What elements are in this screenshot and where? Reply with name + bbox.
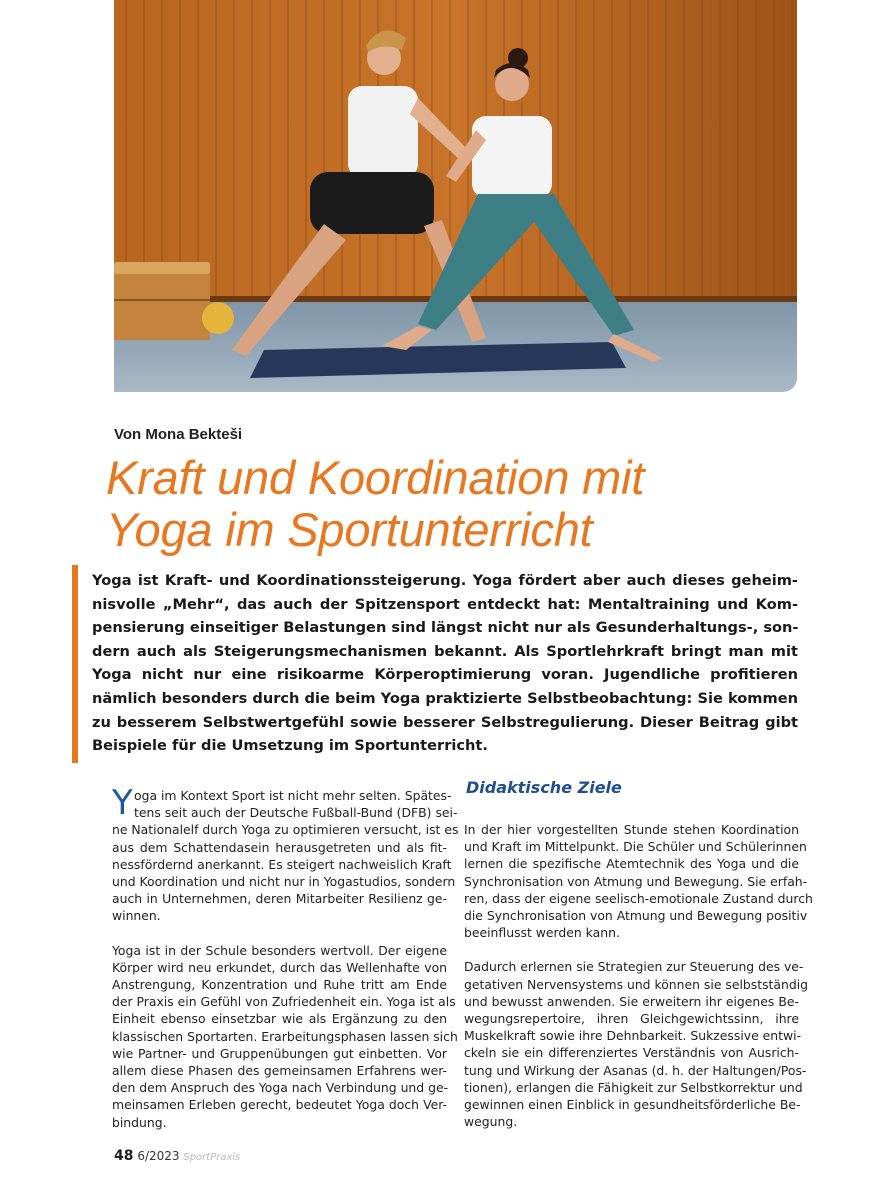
page-title bbox=[106, 452, 806, 556]
lead-paragraph bbox=[92, 569, 798, 758]
lead-line: zu besserem Selbstwertgefühl sowie besserer Selbstregulierung. Dieser Beitrag gibt bbox=[92, 713, 798, 731]
body-line: ren, dass der eigene seelisch-emotionale Zustand durch bbox=[464, 890, 813, 906]
body-line: aus dem Schattendasein herausgetreten und als fit- bbox=[112, 839, 447, 855]
page-number: 48 bbox=[114, 1148, 134, 1164]
hero-photo bbox=[114, 0, 797, 392]
lead-line: pensierung einseitiger Belastungen sind längst nicht nur als Gesunderhaltungs-, son- bbox=[92, 619, 799, 637]
lead-line: nämlich besonders durch die beim Yoga praktizierte Selbstbeobachtung: Sie kommen bbox=[92, 689, 798, 707]
body-line: den dem Anspruch des Yoga nach Verbindung und ge- bbox=[112, 1080, 449, 1096]
byline: Von Mona Bekteši bbox=[114, 426, 243, 443]
body-line: allem diese Phasen des gemeinsamen Erfahrens wer- bbox=[112, 1063, 447, 1079]
title-line: Kraft und Koordination mit bbox=[106, 451, 645, 504]
body-line: auch in Unternehmen, deren Mitarbeiter Resilienz ge- bbox=[112, 891, 447, 907]
lead-line: Yoga ist Kraft- und Koordinationssteigerung. Yoga fördert aber auch dieses geheim- bbox=[92, 572, 798, 589]
body-line: ne Nationalelf durch Yoga zu optimieren versucht, ist es bbox=[112, 822, 459, 838]
body-line: tens seit auch der Deutsche Fußball-Bund (DFB) sei- bbox=[134, 805, 458, 821]
body-line: Synchronisation von Atmung und Bewegung. Sie erfah- bbox=[464, 873, 808, 889]
body-line: Yoga ist in der Schule besonders wertvoll. Der eigene bbox=[112, 942, 447, 958]
body-line: die Synchronisation von Atmung und Bewegung positiv bbox=[464, 908, 808, 924]
body-line: lernen die spezifische Atemtechnik des Yoga und die bbox=[464, 856, 799, 872]
body-line: und Kraft im Mittelpunkt. Die Schüler und Schülerinnen bbox=[464, 839, 807, 855]
title-line: Yoga im Sportunterricht bbox=[106, 503, 593, 556]
lead-line: dern auch als Steigerungsmechanismen bekannt. Als Sportlehrkraft bringt man mit bbox=[92, 642, 798, 660]
body-column-left bbox=[112, 783, 459, 1131]
body-line: und Koordination und nicht nur in Yogastudios, sondern bbox=[112, 874, 456, 890]
lead-line: Beispiele für die Umsetzung im Sportunterricht. bbox=[92, 737, 488, 755]
lead-line: nisvolle „Mehr“, das auch der Spitzensport entdeckt hat: Mentaltraining und Kom- bbox=[92, 595, 798, 613]
body-line: In der hier vorgestellten Stunde stehen Koordination bbox=[464, 822, 799, 837]
body-line: Anstrengung, Konzentration und Ruhe tritt am Ende bbox=[112, 977, 447, 993]
body-column-right bbox=[464, 821, 813, 1130]
body-line: Körper wird neu erkundet, durch das Wellenhafte von bbox=[112, 959, 447, 975]
body-line: getativen Nervensystems und können sie selbstständig bbox=[464, 976, 809, 992]
body-line: tung und Wirkung der Asanas (d. h. der Haltungen/Pos- bbox=[464, 1062, 807, 1078]
body-line: Einheit ebenso einsetzbar wie als Ergänzung zu den bbox=[112, 1011, 447, 1027]
body-line: gewinnen einen Einblick in gesundheitsförderliche Be- bbox=[464, 1097, 801, 1113]
body-line: klassischen Sportarten. Erarbeitungsphasen lassen sich bbox=[112, 1028, 458, 1044]
body-line: nessfördernd anerkannt. Es steigert nachweislich Kraft bbox=[112, 856, 452, 872]
body-line: beeinflusst werden kann. bbox=[464, 925, 620, 941]
section-heading: Didaktische Ziele bbox=[466, 778, 622, 797]
lead-line: Yoga nicht nur eine risikoarme Körperoptimierung voran. Jugendliche profitieren bbox=[92, 666, 798, 684]
body-line: wegung. bbox=[464, 1114, 518, 1130]
body-line: winnen. bbox=[112, 908, 161, 924]
issue-number: 6/2023 bbox=[137, 1149, 180, 1163]
body-line: Muskelkraft sowie ihre Dehnbarkeit. Sukzessive entwi- bbox=[464, 1028, 802, 1044]
body-line: bindung. bbox=[112, 1114, 167, 1130]
magazine-name: SportPraxis bbox=[183, 1152, 241, 1163]
drop-cap: Y bbox=[112, 783, 133, 823]
body-line: tionen), erlangen die Fähigkeit zur Selbstkorrektur und bbox=[464, 1079, 803, 1095]
body-line: und bewusst anwenden. Sie erweitern ihr eigenes Be- bbox=[464, 993, 799, 1009]
body-line: wie Partner- und Gruppenübungen gut einbetten. Vor bbox=[112, 1045, 447, 1061]
body-line: meinsamen Erleben gerecht, bedeutet Yoga doch Ver- bbox=[112, 1097, 447, 1113]
page-footer bbox=[114, 1148, 240, 1164]
body-line: ckeln sie ein differenziertes Verständnis von Ausrich- bbox=[464, 1045, 799, 1061]
body-line: der Praxis ein Gefühl von Zufriedenheit ein. Yoga ist als bbox=[112, 994, 456, 1010]
body-line: wegungsrepertoire, ihren Gleichgewichtssinn, ihre bbox=[464, 1011, 799, 1027]
lead-accent-bar bbox=[72, 565, 78, 763]
body-line: oga im Kontext Sport ist nicht mehr selten. Spätes- bbox=[134, 788, 452, 803]
body-line: Dadurch erlernen sie Strategien zur Steuerung des ve- bbox=[464, 959, 804, 975]
